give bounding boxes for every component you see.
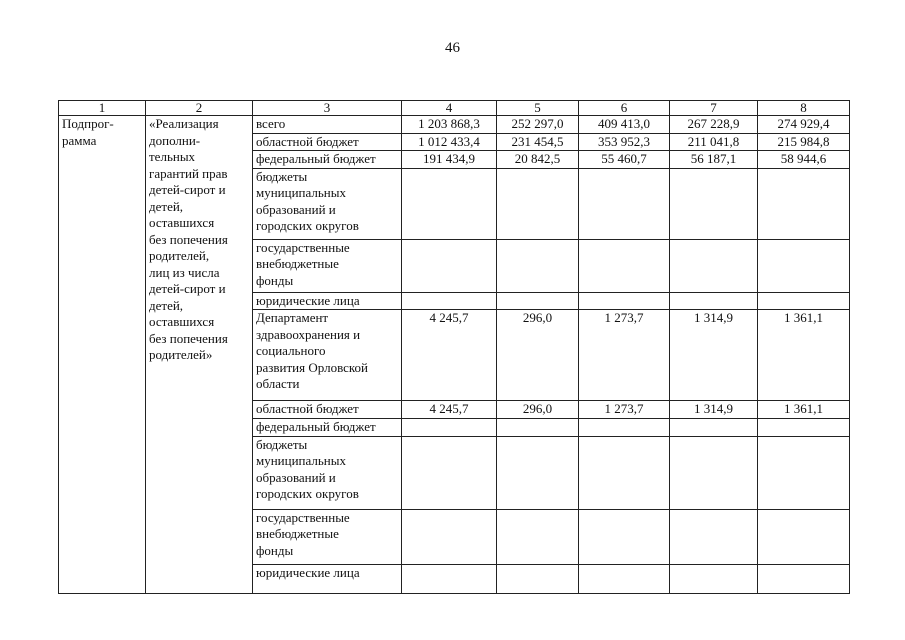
- header-cell: 7: [670, 101, 758, 116]
- value-cell: 1 203 868,3: [402, 116, 497, 134]
- value-cell: [402, 239, 497, 292]
- value-cell: [758, 509, 850, 564]
- value-cell: [497, 239, 579, 292]
- value-cell: 252 297,0: [497, 116, 579, 134]
- value-cell: 409 413,0: [579, 116, 670, 134]
- value-cell: 191 434,9: [402, 151, 497, 169]
- funding-source-label: государственные внебюджетные фонды: [253, 509, 402, 564]
- table-row: [59, 116, 850, 134]
- page-number: 46: [445, 40, 460, 56]
- value-cell: [670, 168, 758, 239]
- value-cell: [579, 239, 670, 292]
- value-cell: 1 273,7: [579, 310, 670, 401]
- value-cell: 296,0: [497, 401, 579, 419]
- value-cell: 55 460,7: [579, 151, 670, 169]
- funding-source-label: всего: [253, 116, 402, 134]
- value-cell: 215 984,8: [758, 133, 850, 151]
- value-cell: 1 361,1: [758, 401, 850, 419]
- value-cell: [497, 419, 579, 437]
- header-cell: 3: [253, 101, 402, 116]
- funding-source-label: юридические лица: [253, 564, 402, 593]
- funding-source-label: бюджеты муниципальных образований и городских округов: [253, 436, 402, 509]
- value-cell: [579, 564, 670, 593]
- value-cell: [758, 168, 850, 239]
- value-cell: [497, 509, 579, 564]
- program-type: Подпрог- рамма: [59, 116, 146, 594]
- header-cell: 1: [59, 101, 146, 116]
- value-cell: [758, 239, 850, 292]
- value-cell: [670, 292, 758, 310]
- value-cell: 274 929,4: [758, 116, 850, 134]
- value-cell: 1 314,9: [670, 401, 758, 419]
- value-cell: 56 187,1: [670, 151, 758, 169]
- value-cell: 4 245,7: [402, 310, 497, 401]
- header-cell: 5: [497, 101, 579, 116]
- header-cell: 6: [579, 101, 670, 116]
- value-cell: [579, 168, 670, 239]
- value-cell: [758, 292, 850, 310]
- funding-source-label: государственные внебюджетные фонды: [253, 239, 402, 292]
- header-row: [59, 101, 850, 116]
- value-cell: [402, 292, 497, 310]
- value-cell: 1 361,1: [758, 310, 850, 401]
- value-cell: [402, 168, 497, 239]
- value-cell: 296,0: [497, 310, 579, 401]
- value-cell: [402, 564, 497, 593]
- funding-source-label: федеральный бюджет: [253, 419, 402, 437]
- value-cell: [758, 436, 850, 509]
- value-cell: [670, 239, 758, 292]
- value-cell: 58 944,6: [758, 151, 850, 169]
- value-cell: [670, 436, 758, 509]
- value-cell: [670, 564, 758, 593]
- value-cell: 211 041,8: [670, 133, 758, 151]
- value-cell: [497, 168, 579, 239]
- header-cell: 4: [402, 101, 497, 116]
- funding-source-label: Департамент здравоохранения и социального развития Орловской области: [253, 310, 402, 401]
- value-cell: [579, 436, 670, 509]
- header-cell: 2: [146, 101, 253, 116]
- value-cell: [497, 436, 579, 509]
- value-cell: 20 842,5: [497, 151, 579, 169]
- value-cell: [758, 564, 850, 593]
- header-cell: 8: [758, 101, 850, 116]
- value-cell: [402, 436, 497, 509]
- value-cell: [670, 509, 758, 564]
- value-cell: [497, 292, 579, 310]
- program-name: «Реализация дополни- тельных гарантий прав детей-сирот и детей, оставшихся без попечения родителей, лиц из числа детей-сирот и детей, оставшихся без попечения родителей»: [146, 116, 253, 594]
- value-cell: [402, 509, 497, 564]
- value-cell: 267 228,9: [670, 116, 758, 134]
- value-cell: 4 245,7: [402, 401, 497, 419]
- funding-source-label: областной бюджет: [253, 133, 402, 151]
- value-cell: 231 454,5: [497, 133, 579, 151]
- value-cell: [579, 292, 670, 310]
- value-cell: [579, 419, 670, 437]
- value-cell: [402, 419, 497, 437]
- value-cell: 1 012 433,4: [402, 133, 497, 151]
- value-cell: 1 314,9: [670, 310, 758, 401]
- value-cell: [670, 419, 758, 437]
- value-cell: [497, 564, 579, 593]
- funding-source-label: бюджеты муниципальных образований и городских округов: [253, 168, 402, 239]
- funding-source-label: федеральный бюджет: [253, 151, 402, 169]
- value-cell: 353 952,3: [579, 133, 670, 151]
- funding-source-label: областной бюджет: [253, 401, 402, 419]
- value-cell: 1 273,7: [579, 401, 670, 419]
- funding-source-label: юридические лица: [253, 292, 402, 310]
- value-cell: [579, 509, 670, 564]
- funding-table: [58, 100, 850, 594]
- value-cell: [758, 419, 850, 437]
